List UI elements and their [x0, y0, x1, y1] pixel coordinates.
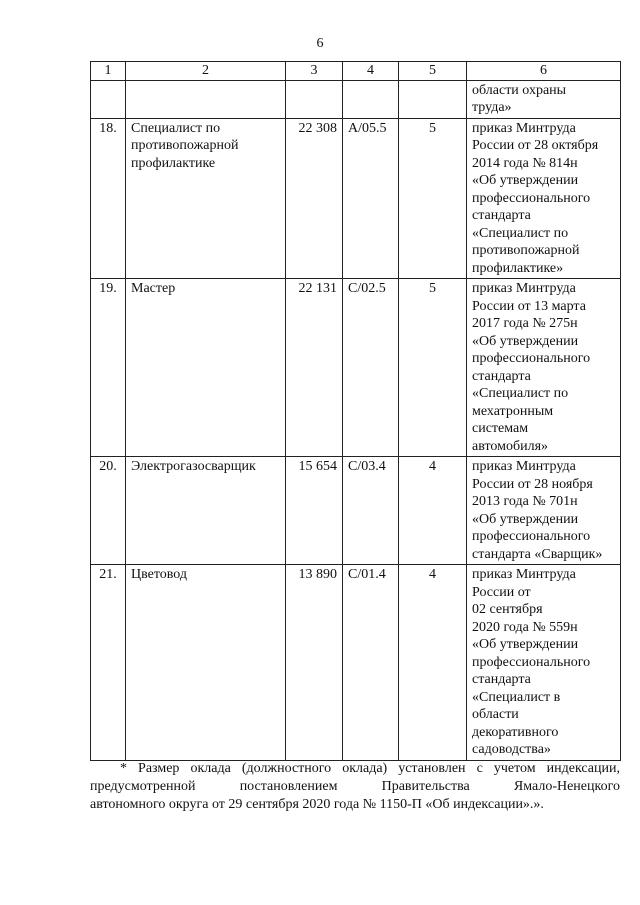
standard-document-cell	[467, 457, 621, 565]
salary-cell: 13 890	[286, 565, 343, 761]
document-line: 2020 года № 559н	[472, 619, 578, 635]
footnote	[90, 760, 620, 814]
position-name-cell	[126, 279, 286, 457]
position-name-cell	[126, 80, 286, 118]
position-name-line: Электрогазосварщик	[131, 459, 256, 474]
footnote-line: * Размер оклада (должностного оклада) установлен с учетом индексации,	[120, 761, 620, 776]
table-header-row	[91, 62, 621, 81]
row-number-cell: 19.	[91, 279, 126, 457]
row-number-cell: 18.	[91, 118, 126, 279]
function-code-cell	[343, 80, 399, 118]
standard-document-cell	[467, 279, 621, 457]
qualification-level-cell: 4	[399, 565, 467, 761]
document-line: профессионального	[472, 654, 591, 670]
function-code-cell: A/05.5	[343, 118, 399, 279]
document-line: профессионального	[472, 529, 591, 544]
table-row	[91, 457, 621, 565]
table-row	[91, 565, 621, 761]
qualification-level-cell: 5	[399, 279, 467, 457]
function-code-cell: C/01.4	[343, 565, 399, 761]
document-line: системам	[472, 421, 529, 436]
document-line: области	[472, 707, 519, 722]
function-code-cell: C/03.4	[343, 457, 399, 565]
document-line: России от 28 ноября	[472, 476, 593, 492]
salary-cell: 22 131	[286, 279, 343, 457]
document-line: стандарта	[472, 208, 531, 223]
document-line: профессионального	[472, 190, 591, 206]
document-line: «Специалист в	[472, 689, 561, 705]
qualification-level-cell: 4	[399, 457, 467, 565]
salary-cell	[286, 80, 343, 118]
document-line: области охраны	[472, 82, 567, 98]
document-line: автомобиля»	[472, 438, 549, 454]
document-line: приказ Минтруда	[472, 459, 576, 474]
position-name-cell	[126, 565, 286, 761]
document-line: 2017 года № 275н	[472, 316, 578, 331]
document-line: мехатронным	[472, 403, 554, 419]
document-line: «Специалист по	[472, 386, 569, 401]
document-line: приказ Минтруда	[472, 120, 576, 136]
document-line: приказ Минтруда	[472, 281, 576, 296]
header-cell: 3	[286, 62, 343, 81]
header-cell: 2	[126, 62, 286, 81]
document-line: «Об утверждении	[472, 637, 579, 652]
position-name-line: профилактике	[131, 155, 216, 171]
function-code-cell: C/02.5	[343, 279, 399, 457]
footnote-line: автономного округа от 29 сентября 2020 года № 1150-П «Об индексации».».	[90, 797, 544, 812]
standard-document-cell	[467, 565, 621, 761]
document-line: России от 13 марта	[472, 298, 586, 314]
header-cell: 5	[399, 62, 467, 81]
position-name-line: Мастер	[131, 281, 176, 296]
document-line: стандарта	[472, 672, 531, 687]
row-number-cell: 20.	[91, 457, 126, 565]
document-line: 02 сентября	[472, 602, 543, 617]
document-line: декоративного	[472, 724, 559, 740]
qualification-level-cell: 5	[399, 118, 467, 279]
position-name-cell	[126, 457, 286, 565]
table-row	[91, 118, 621, 279]
document-line: 2013 года № 701н	[472, 494, 578, 509]
document-line: профилактике»	[472, 260, 564, 276]
header-cell: 6	[467, 62, 621, 81]
continuation-row	[91, 80, 621, 118]
document-line: противопожарной	[472, 243, 580, 258]
positions-table	[90, 61, 621, 761]
document-line: «Об утверждении	[472, 333, 579, 349]
salary-cell: 22 308	[286, 118, 343, 279]
page-number: 6	[316, 36, 324, 51]
row-number-cell: 21.	[91, 565, 126, 761]
document-line: садоводства»	[472, 742, 551, 757]
document-line: приказ Минтруда	[472, 567, 576, 582]
header-cell: 1	[91, 62, 126, 81]
row-number-cell	[91, 80, 126, 118]
document-line: «Об утверждении	[472, 511, 579, 527]
document-line: России от	[472, 584, 531, 600]
document-line: стандарта	[472, 368, 531, 384]
document-line: стандарта «Сварщик»	[472, 546, 603, 562]
footnote-line: предусмотренной постановлением Правительства Ямало-Ненецкого	[90, 779, 620, 794]
document-line: 2014 года № 814н	[472, 155, 578, 171]
document-line: профессионального	[472, 351, 591, 366]
standard-document-cell	[467, 118, 621, 279]
position-name-line: Специалист по	[131, 120, 221, 136]
document-line: труда»	[472, 100, 512, 115]
salary-cell: 15 654	[286, 457, 343, 565]
document-line: «Специалист по	[472, 225, 569, 241]
position-name-line: противопожарной	[131, 138, 239, 153]
position-name-cell	[126, 118, 286, 279]
table-row	[91, 279, 621, 457]
document-line: «Об утверждении	[472, 173, 579, 188]
header-cell: 4	[343, 62, 399, 81]
standard-document-cell	[467, 80, 621, 118]
position-name-line: Цветовод	[131, 567, 188, 582]
qualification-level-cell	[399, 80, 467, 118]
document-line: России от 28 октября	[472, 138, 599, 153]
